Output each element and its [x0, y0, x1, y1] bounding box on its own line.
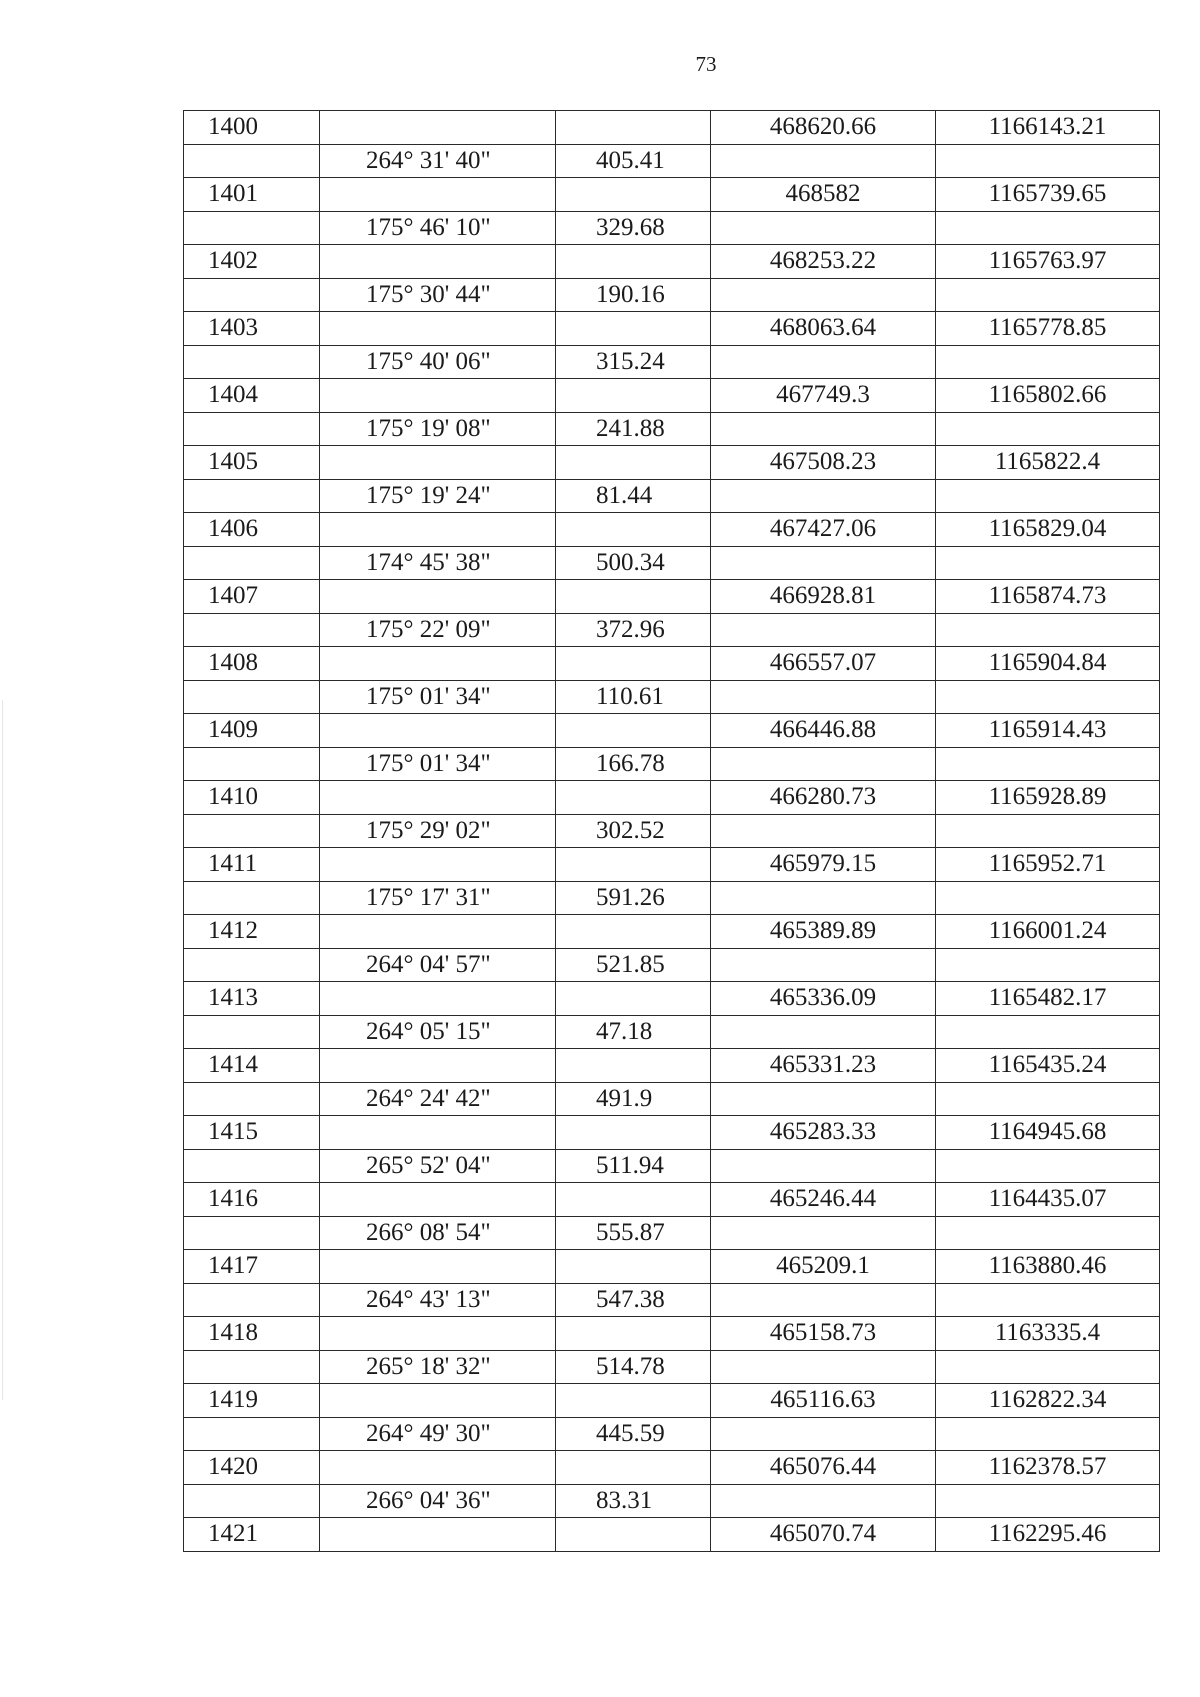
- distance-cell: [556, 1518, 711, 1552]
- easting-cell: [936, 613, 1160, 647]
- bearing-cell: 264° 05' 15": [320, 1015, 556, 1049]
- easting-cell: 1165904.84: [936, 647, 1160, 681]
- bearing-cell: [320, 178, 556, 212]
- station-cell: 1415: [184, 1116, 320, 1150]
- station-cell: 1403: [184, 312, 320, 346]
- distance-cell: 405.41: [556, 144, 711, 178]
- station-cell: 1409: [184, 714, 320, 748]
- easting-cell: [936, 1015, 1160, 1049]
- distance-cell: 491.9: [556, 1082, 711, 1116]
- northing-cell: [711, 1082, 936, 1116]
- northing-cell: 468620.66: [711, 111, 936, 145]
- table-row-course: [184, 1484, 1160, 1518]
- northing-cell: [711, 680, 936, 714]
- bearing-cell: 265° 52' 04": [320, 1149, 556, 1183]
- northing-cell: 465389.89: [711, 915, 936, 949]
- station-cell: [184, 1216, 320, 1250]
- easting-cell: 1165763.97: [936, 245, 1160, 279]
- easting-cell: 1165952.71: [936, 848, 1160, 882]
- station-cell: 1417: [184, 1250, 320, 1284]
- northing-cell: 465336.09: [711, 982, 936, 1016]
- table-row-course: [184, 144, 1160, 178]
- table-row-point: [184, 1518, 1160, 1552]
- northing-cell: 468253.22: [711, 245, 936, 279]
- easting-cell: [936, 1417, 1160, 1451]
- easting-cell: 1164435.07: [936, 1183, 1160, 1217]
- table-row-course: [184, 211, 1160, 245]
- table-row-point: [184, 178, 1160, 212]
- bearing-cell: 175° 22' 09": [320, 613, 556, 647]
- distance-cell: 500.34: [556, 546, 711, 580]
- distance-cell: 511.94: [556, 1149, 711, 1183]
- station-cell: 1419: [184, 1384, 320, 1418]
- easting-cell: 1165874.73: [936, 580, 1160, 614]
- easting-cell: 1163335.4: [936, 1317, 1160, 1351]
- distance-cell: [556, 1183, 711, 1217]
- bearing-cell: [320, 1451, 556, 1485]
- easting-cell: 1162378.57: [936, 1451, 1160, 1485]
- distance-cell: [556, 312, 711, 346]
- distance-cell: 514.78: [556, 1350, 711, 1384]
- table-row-course: [184, 1082, 1160, 1116]
- table-row-point: [184, 915, 1160, 949]
- northing-cell: 465331.23: [711, 1049, 936, 1083]
- easting-cell: [936, 546, 1160, 580]
- table-row-point: [184, 1183, 1160, 1217]
- bearing-cell: [320, 1116, 556, 1150]
- page-number: 73: [695, 52, 717, 76]
- easting-cell: [936, 1283, 1160, 1317]
- distance-cell: 547.38: [556, 1283, 711, 1317]
- station-cell: [184, 345, 320, 379]
- distance-cell: [556, 178, 711, 212]
- distance-cell: 555.87: [556, 1216, 711, 1250]
- easting-cell: [936, 412, 1160, 446]
- station-cell: 1406: [184, 513, 320, 547]
- bearing-cell: 175° 17' 31": [320, 881, 556, 915]
- northing-cell: [711, 278, 936, 312]
- northing-cell: 466557.07: [711, 647, 936, 681]
- northing-cell: [711, 1484, 936, 1518]
- station-cell: [184, 881, 320, 915]
- table-row-point: [184, 647, 1160, 681]
- station-cell: 1418: [184, 1317, 320, 1351]
- bearing-cell: 175° 30' 44": [320, 278, 556, 312]
- table-row-point: [184, 1116, 1160, 1150]
- survey-coordinates-table: [183, 110, 1160, 1552]
- easting-cell: [936, 1149, 1160, 1183]
- station-cell: [184, 1283, 320, 1317]
- bearing-cell: 175° 40' 06": [320, 345, 556, 379]
- station-cell: [184, 948, 320, 982]
- easting-cell: 1162822.34: [936, 1384, 1160, 1418]
- distance-cell: 315.24: [556, 345, 711, 379]
- bearing-cell: [320, 312, 556, 346]
- station-cell: [184, 1149, 320, 1183]
- distance-cell: 241.88: [556, 412, 711, 446]
- distance-cell: 83.31: [556, 1484, 711, 1518]
- table-row-point: [184, 1317, 1160, 1351]
- distance-cell: 521.85: [556, 948, 711, 982]
- bearing-cell: [320, 580, 556, 614]
- station-cell: 1410: [184, 781, 320, 815]
- easting-cell: [936, 479, 1160, 513]
- table-row-course: [184, 1149, 1160, 1183]
- northing-cell: 466446.88: [711, 714, 936, 748]
- station-cell: 1407: [184, 580, 320, 614]
- distance-cell: [556, 1451, 711, 1485]
- bearing-cell: 265° 18' 32": [320, 1350, 556, 1384]
- bearing-cell: [320, 379, 556, 413]
- station-cell: 1401: [184, 178, 320, 212]
- distance-cell: [556, 1250, 711, 1284]
- northing-cell: 466280.73: [711, 781, 936, 815]
- table-row-point: [184, 781, 1160, 815]
- distance-cell: [556, 1116, 711, 1150]
- station-cell: [184, 1484, 320, 1518]
- easting-cell: 1165482.17: [936, 982, 1160, 1016]
- northing-cell: 465283.33: [711, 1116, 936, 1150]
- easting-cell: 1165778.85: [936, 312, 1160, 346]
- table-row-course: [184, 546, 1160, 580]
- easting-cell: [936, 881, 1160, 915]
- distance-cell: 591.26: [556, 881, 711, 915]
- northing-cell: [711, 1216, 936, 1250]
- bearing-cell: 175° 29' 02": [320, 814, 556, 848]
- table-row-course: [184, 948, 1160, 982]
- easting-cell: 1164945.68: [936, 1116, 1160, 1150]
- distance-cell: [556, 111, 711, 145]
- table-row-point: [184, 111, 1160, 145]
- table-row-course: [184, 881, 1160, 915]
- distance-cell: [556, 245, 711, 279]
- bearing-cell: 266° 04' 36": [320, 1484, 556, 1518]
- table-row-point: [184, 982, 1160, 1016]
- northing-cell: [711, 948, 936, 982]
- northing-cell: 465979.15: [711, 848, 936, 882]
- easting-cell: 1163880.46: [936, 1250, 1160, 1284]
- distance-cell: [556, 848, 711, 882]
- northing-cell: 467427.06: [711, 513, 936, 547]
- bearing-cell: [320, 1049, 556, 1083]
- table-row-course: [184, 479, 1160, 513]
- easting-cell: 1165829.04: [936, 513, 1160, 547]
- northing-cell: 465209.1: [711, 1250, 936, 1284]
- distance-cell: [556, 446, 711, 480]
- easting-cell: 1165802.66: [936, 379, 1160, 413]
- northing-cell: 465076.44: [711, 1451, 936, 1485]
- distance-cell: 81.44: [556, 479, 711, 513]
- bearing-cell: 266° 08' 54": [320, 1216, 556, 1250]
- bearing-cell: 264° 49' 30": [320, 1417, 556, 1451]
- bearing-cell: [320, 1518, 556, 1552]
- table-row-point: [184, 848, 1160, 882]
- distance-cell: [556, 647, 711, 681]
- table-row-course: [184, 613, 1160, 647]
- station-cell: [184, 479, 320, 513]
- table-row-course: [184, 1015, 1160, 1049]
- easting-cell: 1166143.21: [936, 111, 1160, 145]
- easting-cell: [936, 345, 1160, 379]
- bearing-cell: [320, 982, 556, 1016]
- distance-cell: [556, 714, 711, 748]
- distance-cell: [556, 379, 711, 413]
- station-cell: [184, 1082, 320, 1116]
- easting-cell: [936, 144, 1160, 178]
- northing-cell: [711, 1015, 936, 1049]
- station-cell: [184, 278, 320, 312]
- distance-cell: [556, 781, 711, 815]
- table-row-course: [184, 1216, 1160, 1250]
- bearing-cell: 264° 43' 13": [320, 1283, 556, 1317]
- northing-cell: [711, 747, 936, 781]
- distance-cell: 190.16: [556, 278, 711, 312]
- easting-cell: 1165435.24: [936, 1049, 1160, 1083]
- station-cell: 1412: [184, 915, 320, 949]
- bearing-cell: [320, 848, 556, 882]
- bearing-cell: 175° 46' 10": [320, 211, 556, 245]
- table-row-course: [184, 345, 1160, 379]
- station-cell: [184, 412, 320, 446]
- table-row-course: [184, 1350, 1160, 1384]
- northing-cell: [711, 1417, 936, 1451]
- distance-cell: 372.96: [556, 613, 711, 647]
- table-row-course: [184, 747, 1160, 781]
- bearing-cell: [320, 647, 556, 681]
- northing-cell: 468582: [711, 178, 936, 212]
- bearing-cell: [320, 781, 556, 815]
- bearing-cell: [320, 1183, 556, 1217]
- bearing-cell: [320, 915, 556, 949]
- easting-cell: [936, 1216, 1160, 1250]
- station-cell: 1416: [184, 1183, 320, 1217]
- northing-cell: [711, 546, 936, 580]
- distance-cell: 166.78: [556, 747, 711, 781]
- table-row-course: [184, 680, 1160, 714]
- bearing-cell: [320, 1250, 556, 1284]
- station-cell: [184, 1417, 320, 1451]
- easting-cell: [936, 1484, 1160, 1518]
- easting-cell: [936, 680, 1160, 714]
- distance-cell: 110.61: [556, 680, 711, 714]
- station-cell: 1420: [184, 1451, 320, 1485]
- northing-cell: [711, 613, 936, 647]
- bearing-cell: [320, 1317, 556, 1351]
- easting-cell: 1166001.24: [936, 915, 1160, 949]
- station-cell: 1421: [184, 1518, 320, 1552]
- distance-cell: [556, 982, 711, 1016]
- easting-cell: [936, 1082, 1160, 1116]
- easting-cell: [936, 211, 1160, 245]
- station-cell: [184, 144, 320, 178]
- easting-cell: 1165914.43: [936, 714, 1160, 748]
- table-row-point: [184, 379, 1160, 413]
- distance-cell: 445.59: [556, 1417, 711, 1451]
- survey-table-body: [184, 111, 1160, 1552]
- scan-edge-shadow: [2, 700, 3, 1400]
- northing-cell: 468063.64: [711, 312, 936, 346]
- northing-cell: [711, 881, 936, 915]
- northing-cell: [711, 1350, 936, 1384]
- table-row-point: [184, 1049, 1160, 1083]
- bearing-cell: [320, 111, 556, 145]
- station-cell: [184, 747, 320, 781]
- northing-cell: 465070.74: [711, 1518, 936, 1552]
- station-cell: 1411: [184, 848, 320, 882]
- table-row-course: [184, 814, 1160, 848]
- bearing-cell: [320, 714, 556, 748]
- station-cell: [184, 1015, 320, 1049]
- northing-cell: [711, 412, 936, 446]
- station-cell: [184, 814, 320, 848]
- table-row-point: [184, 1250, 1160, 1284]
- distance-cell: [556, 1049, 711, 1083]
- distance-cell: 302.52: [556, 814, 711, 848]
- easting-cell: [936, 814, 1160, 848]
- northing-cell: 465246.44: [711, 1183, 936, 1217]
- northing-cell: 467749.3: [711, 379, 936, 413]
- northing-cell: [711, 1283, 936, 1317]
- distance-cell: [556, 580, 711, 614]
- easting-cell: [936, 278, 1160, 312]
- northing-cell: [711, 1149, 936, 1183]
- bearing-cell: 264° 24' 42": [320, 1082, 556, 1116]
- bearing-cell: 175° 01' 34": [320, 747, 556, 781]
- bearing-cell: [320, 446, 556, 480]
- station-cell: 1413: [184, 982, 320, 1016]
- bearing-cell: 175° 19' 24": [320, 479, 556, 513]
- table-row-point: [184, 1384, 1160, 1418]
- station-cell: [184, 546, 320, 580]
- northing-cell: 467508.23: [711, 446, 936, 480]
- northing-cell: 465158.73: [711, 1317, 936, 1351]
- northing-cell: [711, 345, 936, 379]
- bearing-cell: 174° 45' 38": [320, 546, 556, 580]
- station-cell: [184, 1350, 320, 1384]
- northing-cell: [711, 814, 936, 848]
- station-cell: 1402: [184, 245, 320, 279]
- distance-cell: [556, 1317, 711, 1351]
- table-row-point: [184, 513, 1160, 547]
- table-row-point: [184, 1451, 1160, 1485]
- table-row-point: [184, 245, 1160, 279]
- table-row-point: [184, 312, 1160, 346]
- bearing-cell: 175° 19' 08": [320, 412, 556, 446]
- table-row-point: [184, 580, 1160, 614]
- distance-cell: 47.18: [556, 1015, 711, 1049]
- station-cell: 1414: [184, 1049, 320, 1083]
- easting-cell: 1162295.46: [936, 1518, 1160, 1552]
- bearing-cell: 264° 31' 40": [320, 144, 556, 178]
- table-row-course: [184, 278, 1160, 312]
- table-row-course: [184, 412, 1160, 446]
- bearing-cell: 175° 01' 34": [320, 680, 556, 714]
- station-cell: 1405: [184, 446, 320, 480]
- table-row-course: [184, 1283, 1160, 1317]
- bearing-cell: [320, 513, 556, 547]
- bearing-cell: [320, 1384, 556, 1418]
- station-cell: 1408: [184, 647, 320, 681]
- easting-cell: 1165739.65: [936, 178, 1160, 212]
- northing-cell: [711, 211, 936, 245]
- easting-cell: [936, 1350, 1160, 1384]
- northing-cell: [711, 479, 936, 513]
- northing-cell: 466928.81: [711, 580, 936, 614]
- station-cell: 1404: [184, 379, 320, 413]
- table-row-point: [184, 446, 1160, 480]
- distance-cell: 329.68: [556, 211, 711, 245]
- table-row-course: [184, 1417, 1160, 1451]
- easting-cell: 1165822.4: [936, 446, 1160, 480]
- station-cell: 1400: [184, 111, 320, 145]
- northing-cell: 465116.63: [711, 1384, 936, 1418]
- northing-cell: [711, 144, 936, 178]
- table-row-point: [184, 714, 1160, 748]
- station-cell: [184, 211, 320, 245]
- station-cell: [184, 680, 320, 714]
- station-cell: [184, 613, 320, 647]
- distance-cell: [556, 915, 711, 949]
- bearing-cell: 264° 04' 57": [320, 948, 556, 982]
- distance-cell: [556, 1384, 711, 1418]
- distance-cell: [556, 513, 711, 547]
- bearing-cell: [320, 245, 556, 279]
- easting-cell: [936, 948, 1160, 982]
- easting-cell: 1165928.89: [936, 781, 1160, 815]
- easting-cell: [936, 747, 1160, 781]
